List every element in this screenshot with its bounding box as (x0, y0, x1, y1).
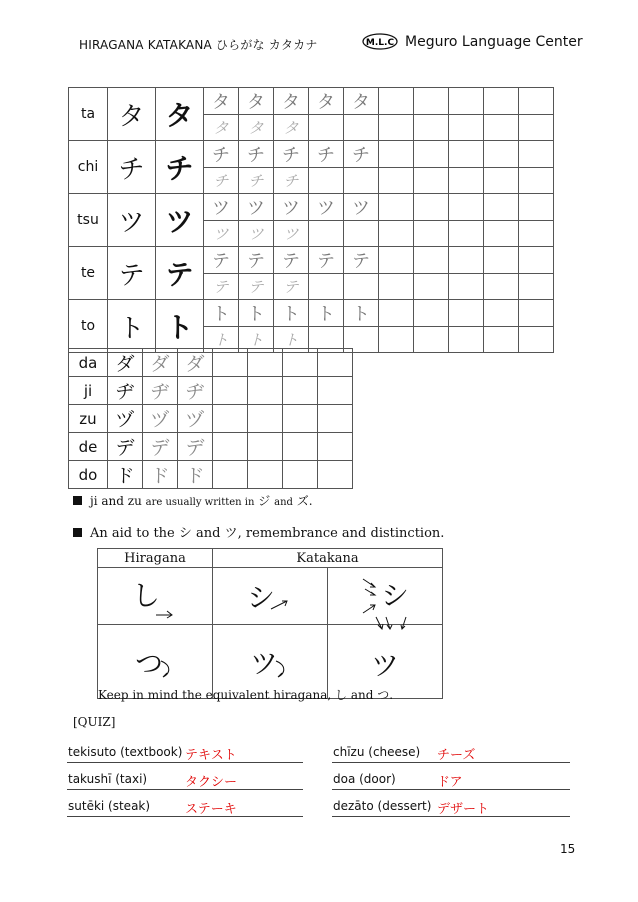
trace-cell: ヂ (178, 377, 213, 405)
blank-cell (449, 300, 484, 327)
blank-cell (449, 194, 484, 221)
blank-cell (318, 461, 353, 489)
blank-cell (248, 433, 283, 461)
blank-cell (484, 221, 519, 247)
blank-cell (318, 349, 353, 377)
blank-cell (309, 274, 344, 300)
katakana-header: Katakana (213, 549, 443, 568)
light-trace-cell: チ (274, 168, 309, 194)
stroke-arrow-icon (274, 659, 290, 679)
blank-cell (414, 141, 449, 168)
trace-cell: ダ (178, 349, 213, 377)
handwritten-kana: ト (108, 300, 156, 353)
handwritten-kana: テ (108, 247, 156, 300)
trace-cell: ト (274, 300, 309, 327)
blank-cell (449, 327, 484, 353)
blank-cell (283, 349, 318, 377)
voiced-row (69, 377, 353, 405)
voiced-row (69, 349, 353, 377)
blank-cell (379, 327, 414, 353)
note-ji-zu: ji and zu are usually written in ジ and ズ. (73, 492, 313, 509)
handwritten-kana: タ (108, 88, 156, 141)
blank-cell (379, 247, 414, 274)
blank-cell (484, 88, 519, 115)
blank-cell (519, 247, 554, 274)
blank-cell (213, 349, 248, 377)
printed-kana: テ (156, 247, 204, 300)
quiz-item: tekisuto (textbook) テキスト (67, 744, 303, 763)
blank-cell (414, 300, 449, 327)
header-organization: Meguro Language Center (405, 34, 583, 50)
trace-cell: ト (204, 300, 239, 327)
bullet-square (73, 496, 82, 505)
trace-cell: チ (274, 141, 309, 168)
blank-cell (283, 377, 318, 405)
printed-kana: チ (156, 141, 204, 194)
aid-tsu-katakana-2: ツ (328, 625, 443, 699)
blank-cell (449, 221, 484, 247)
voiced-row (69, 433, 353, 461)
blank-cell (519, 300, 554, 327)
blank-cell (379, 300, 414, 327)
trace-cell: ダ (143, 349, 178, 377)
voiced-row (69, 461, 353, 489)
blank-cell (344, 274, 379, 300)
blank-cell (379, 221, 414, 247)
blank-cell (519, 168, 554, 194)
trace-cell: デ (178, 433, 213, 461)
blank-cell (484, 194, 519, 221)
stroke-arrow-icon (154, 599, 178, 619)
blank-cell (379, 194, 414, 221)
blank-cell (283, 405, 318, 433)
blank-cell (484, 247, 519, 274)
trace-cell: ツ (344, 194, 379, 221)
practice-row-top (69, 300, 554, 327)
blank-cell (283, 461, 318, 489)
trace-cell: テ (204, 247, 239, 274)
light-trace-cell: ツ (274, 221, 309, 247)
blank-cell (379, 274, 414, 300)
trace-cell: ツ (204, 194, 239, 221)
aid-tsu-katakana-1: ツ (213, 625, 328, 699)
trace-cell: テ (344, 247, 379, 274)
trace-cell: タ (274, 88, 309, 115)
blank-cell (519, 221, 554, 247)
practice-row-top (69, 141, 554, 168)
blank-cell (414, 88, 449, 115)
blank-cell (379, 168, 414, 194)
light-trace-cell: テ (274, 274, 309, 300)
stroke-arrows-icon (372, 615, 418, 637)
blank-cell (449, 88, 484, 115)
trace-cell: タ (204, 88, 239, 115)
handwritten-kana: チ (108, 141, 156, 194)
trace-cell: ド (143, 461, 178, 489)
keep-in-mind-note: Keep in mind the equivalent hiragana, し and つ. (98, 688, 394, 702)
trace-cell: チ (239, 141, 274, 168)
aid-shi-hiragana: し (98, 568, 213, 625)
blank-cell (484, 168, 519, 194)
aid-shi-katakana-2: シ (328, 568, 443, 625)
blank-cell (449, 141, 484, 168)
voiced-grid (68, 348, 353, 489)
blank-cell (519, 194, 554, 221)
trace-cell: デ (143, 433, 178, 461)
blank-cell (248, 405, 283, 433)
blank-cell (414, 247, 449, 274)
light-trace-cell: タ (239, 115, 274, 141)
blank-cell (318, 405, 353, 433)
trace-cell: ヅ (143, 405, 178, 433)
hiragana-header: Hiragana (98, 549, 213, 568)
mlc-logo (362, 33, 398, 50)
practice-row-top (69, 247, 554, 274)
blank-cell (213, 377, 248, 405)
romaji-label: ji (69, 377, 108, 405)
blank-cell (318, 377, 353, 405)
light-trace-cell: ト (204, 327, 239, 353)
romaji-label: do (69, 461, 108, 489)
printed-kana: ド (108, 461, 143, 489)
blank-cell (484, 274, 519, 300)
blank-cell (449, 247, 484, 274)
light-trace-cell: チ (204, 168, 239, 194)
trace-cell: タ (344, 88, 379, 115)
note-shi-tsu: An aid to the シ and ツ, remembrance and distinction. (73, 522, 444, 541)
quiz-item: dezāto (dessert) デザート (332, 798, 570, 817)
stroke-arrows-icon (361, 575, 381, 619)
trace-cell: テ (239, 247, 274, 274)
blank-cell (519, 141, 554, 168)
blank-cell (449, 168, 484, 194)
blank-cell (519, 115, 554, 141)
trace-cell: ト (239, 300, 274, 327)
blank-cell (519, 274, 554, 300)
blank-cell (344, 168, 379, 194)
blank-cell (484, 115, 519, 141)
handwritten-kana: ツ (108, 194, 156, 247)
romaji-label: de (69, 433, 108, 461)
blank-cell (414, 168, 449, 194)
trace-cell: チ (204, 141, 239, 168)
trace-cell: ツ (239, 194, 274, 221)
printed-kana: ヂ (108, 377, 143, 405)
blank-cell (414, 194, 449, 221)
bullet-square (73, 528, 82, 537)
blank-cell (519, 327, 554, 353)
blank-cell (449, 274, 484, 300)
quiz-item: takushī (taxi) タクシー (67, 771, 303, 790)
blank-cell (213, 461, 248, 489)
quiz-label: [QUIZ] (73, 715, 116, 729)
trace-cell: チ (344, 141, 379, 168)
aid-shi-katakana-1: シ (213, 568, 328, 625)
blank-cell (414, 221, 449, 247)
printed-kana: ツ (156, 194, 204, 247)
quiz-item: doa (door) ドア (332, 771, 570, 790)
light-trace-cell: ト (239, 327, 274, 353)
blank-cell (484, 300, 519, 327)
romaji-label: chi (69, 141, 108, 194)
blank-cell (414, 327, 449, 353)
blank-cell (414, 115, 449, 141)
trace-cell: テ (309, 247, 344, 274)
svg-text:M.L.C: M.L.C (365, 38, 395, 48)
romaji-label: tsu (69, 194, 108, 247)
aid-tsu-hiragana: つ (98, 625, 213, 699)
trace-cell: ヂ (143, 377, 178, 405)
romaji-label: te (69, 247, 108, 300)
light-trace-cell: ツ (204, 221, 239, 247)
romaji-label: zu (69, 405, 108, 433)
practice-row-top (69, 88, 554, 115)
trace-cell: ド (178, 461, 213, 489)
blank-cell (318, 433, 353, 461)
blank-cell (248, 349, 283, 377)
romaji-label: to (69, 300, 108, 353)
romaji-label: ta (69, 88, 108, 141)
blank-cell (379, 141, 414, 168)
blank-cell (309, 115, 344, 141)
trace-cell: ツ (274, 194, 309, 221)
blank-cell (344, 115, 379, 141)
trace-cell: ツ (309, 194, 344, 221)
blank-cell (248, 461, 283, 489)
stroke-arrow-icon (269, 597, 293, 617)
printed-kana: デ (108, 433, 143, 461)
blank-cell (213, 405, 248, 433)
blank-cell (414, 274, 449, 300)
practice-grid (68, 87, 554, 353)
trace-cell: タ (239, 88, 274, 115)
stroke-arrow-icon (159, 659, 175, 679)
printed-kana: ダ (108, 349, 143, 377)
shi-tsu-aid-table (97, 548, 443, 699)
blank-cell (344, 221, 379, 247)
light-trace-cell: ツ (239, 221, 274, 247)
blank-cell (379, 115, 414, 141)
light-trace-cell: テ (204, 274, 239, 300)
blank-cell (283, 433, 318, 461)
light-trace-cell: テ (239, 274, 274, 300)
blank-cell (309, 221, 344, 247)
quiz-item: sutēki (steak) ステーキ (67, 798, 303, 817)
trace-cell: テ (274, 247, 309, 274)
blank-cell (484, 327, 519, 353)
practice-row-top (69, 194, 554, 221)
blank-cell (484, 141, 519, 168)
printed-kana: ト (156, 300, 204, 353)
quiz-item: chīzu (cheese) チーズ (332, 744, 570, 763)
light-trace-cell: タ (204, 115, 239, 141)
blank-cell (449, 115, 484, 141)
printed-kana: タ (156, 88, 204, 141)
printed-kana: ヅ (108, 405, 143, 433)
trace-cell: ヅ (178, 405, 213, 433)
blank-cell (213, 433, 248, 461)
blank-cell (309, 168, 344, 194)
blank-cell (379, 88, 414, 115)
romaji-label: da (69, 349, 108, 377)
light-trace-cell: ト (274, 327, 309, 353)
trace-cell: タ (309, 88, 344, 115)
page-number: 15 (560, 842, 576, 856)
trace-cell: ト (309, 300, 344, 327)
voiced-row (69, 405, 353, 433)
light-trace-cell: タ (274, 115, 309, 141)
header-title: HIRAGANA KATAKANA ひらがな カタカナ (79, 38, 318, 52)
trace-cell: ト (344, 300, 379, 327)
trace-cell: チ (309, 141, 344, 168)
blank-cell (519, 88, 554, 115)
light-trace-cell: チ (239, 168, 274, 194)
blank-cell (248, 377, 283, 405)
